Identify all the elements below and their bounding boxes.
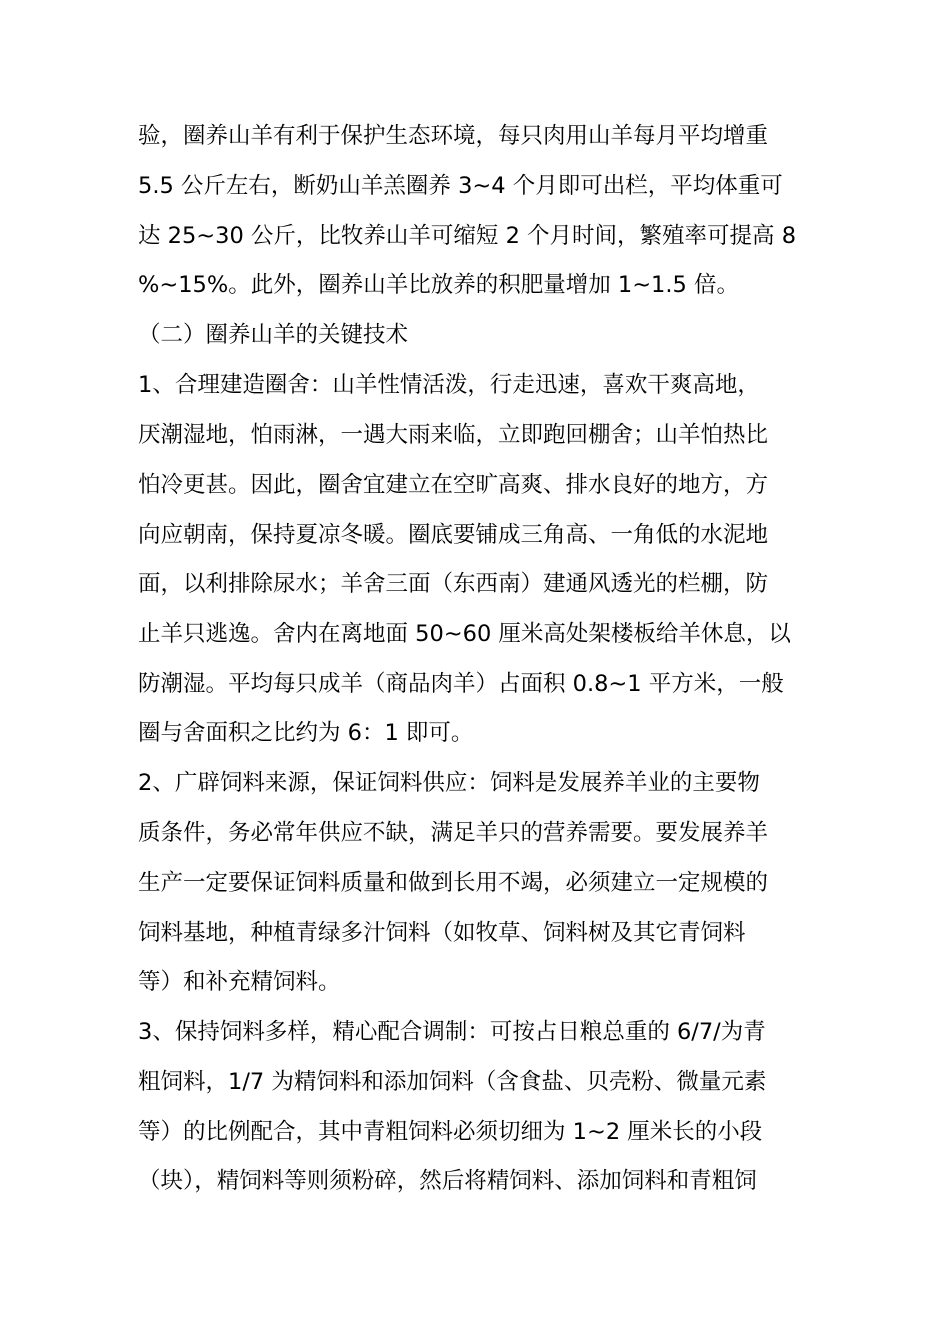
text-line: 止羊只逃逸。舍内在离地面 50~60 厘米高处架楼板给羊休息，以 (138, 621, 791, 647)
text-line: 向应朝南，保持夏凉冬暖。圈底要铺成三角高、一角低的水泥地 (138, 522, 769, 548)
text-line: 等）和补充精饲料。 (138, 969, 341, 995)
text-line: 怕冷更甚。因此，圈舍宜建立在空旷高爽、排水良好的地方，方 (138, 472, 769, 498)
text-line: 2、广辟饲料来源，保证饲料供应：饲料是发展养羊业的主要物 (138, 770, 760, 796)
text-line: 饲料基地，种植青绿多汁饲料（如牧草、饲料树及其它青饲料 (138, 920, 746, 946)
text-line: （块），精饲料等则须粉碎，然后将精饲料、添加饲料和青粗饲 (138, 1168, 757, 1194)
text-line: %~15%。此外，圈养山羊比放养的积肥量增加 1~1.5 倍。 (138, 272, 739, 298)
text-line: 5.5 公斤左右，断奶山羊羔圈养 3~4 个月即可出栏，平均体重可 (138, 173, 783, 199)
text-line: 粗饲料，1/7 为精饲料和添加饲料（含食盐、贝壳粉、微量元素 (138, 1069, 767, 1095)
text-line: 厌潮湿地，怕雨淋，一遇大雨来临，立即跑回棚舍；山羊怕热比 (138, 422, 769, 448)
section-heading: （二）圈养山羊的关键技术 (138, 322, 409, 348)
text-line: 防潮湿。平均每只成羊（商品肉羊）占面积 0.8~1 平方米，一般 (138, 671, 784, 697)
text-line: 圈与舍面积之比约为 6：1 即可。 (138, 720, 474, 746)
text-line: 面，以利排除尿水；羊舍三面（东西南）建通风透光的栏棚，防 (138, 571, 769, 597)
text-line: 验，圈养山羊有利于保护生态环境，每只肉用山羊每月平均增重 (138, 123, 769, 149)
text-line: 质条件，务必常年供应不缺，满足羊只的营养需要。要发展养羊 (138, 820, 769, 846)
text-line: 生产一定要保证饲料质量和做到长用不竭，必须建立一定规模的 (138, 870, 769, 896)
text-line: 1、合理建造圈舍：山羊性情活泼，行走迅速，喜欢干爽高地， (138, 372, 760, 398)
text-line: 等）的比例配合，其中青粗饲料必须切细为 1~2 厘米长的小段 (138, 1119, 763, 1145)
text-line: 3、保持饲料多样，精心配合调制：可按占日粮总重的 6/7/为青 (138, 1019, 766, 1045)
text-line: 达 25~30 公斤，比牧养山羊可缩短 2 个月时间，繁殖率可提高 8 (138, 223, 797, 249)
